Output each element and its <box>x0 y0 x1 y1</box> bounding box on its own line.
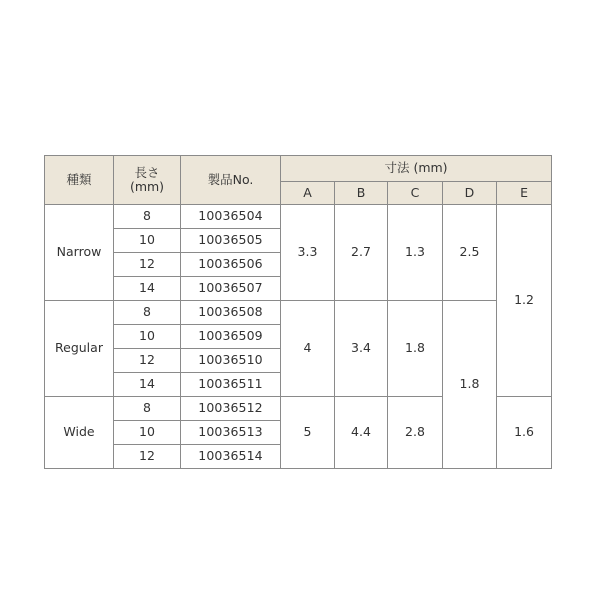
header-col-e: E <box>497 182 552 205</box>
header-length-unit: (mm) <box>129 179 165 194</box>
header-type: 種類 <box>45 156 114 205</box>
dim-c-regular: 1.8 <box>388 301 443 397</box>
dim-c-wide: 2.8 <box>388 397 443 469</box>
header-col-c: C <box>388 182 443 205</box>
type-cell-regular: Regular <box>45 301 114 397</box>
product-no-cell: 10036505 <box>181 229 281 253</box>
length-cell: 8 <box>114 397 181 421</box>
length-cell: 12 <box>114 349 181 373</box>
product-no-cell: 10036514 <box>181 445 281 469</box>
dim-a-regular: 4 <box>281 301 335 397</box>
length-cell: 10 <box>114 325 181 349</box>
dim-a-wide: 5 <box>281 397 335 469</box>
length-cell: 14 <box>114 373 181 397</box>
table-row <box>45 205 552 229</box>
length-cell: 8 <box>114 205 181 229</box>
table-row <box>45 301 552 325</box>
header-product-no: 製品No. <box>181 156 281 205</box>
header-length-label: 長さ <box>134 164 160 180</box>
header-col-a: A <box>281 182 335 205</box>
dim-e-wide: 1.6 <box>497 397 552 469</box>
dim-e-narrow-regular: 1.2 <box>497 205 552 397</box>
product-no-cell: 10036511 <box>181 373 281 397</box>
header-col-d: D <box>443 182 497 205</box>
product-no-cell: 10036508 <box>181 301 281 325</box>
dim-b-narrow: 2.7 <box>335 205 388 301</box>
dim-a-narrow: 3.3 <box>281 205 335 301</box>
header-dimensions: 寸法 (mm) <box>281 156 552 182</box>
dim-b-wide: 4.4 <box>335 397 388 469</box>
length-cell: 12 <box>114 445 181 469</box>
product-no-cell: 10036504 <box>181 205 281 229</box>
dim-d-regular-wide: 1.8 <box>443 301 497 469</box>
spec-table <box>44 155 552 469</box>
product-no-cell: 10036512 <box>181 397 281 421</box>
dim-b-regular: 3.4 <box>335 301 388 397</box>
type-cell-narrow: Narrow <box>45 205 114 301</box>
product-no-cell: 10036510 <box>181 349 281 373</box>
length-cell: 14 <box>114 277 181 301</box>
length-cell: 12 <box>114 253 181 277</box>
header-col-b: B <box>335 182 388 205</box>
length-cell: 10 <box>114 421 181 445</box>
dim-d-narrow: 2.5 <box>443 205 497 301</box>
product-no-cell: 10036509 <box>181 325 281 349</box>
product-no-cell: 10036507 <box>181 277 281 301</box>
type-cell-wide: Wide <box>45 397 114 469</box>
length-cell: 10 <box>114 229 181 253</box>
product-no-cell: 10036506 <box>181 253 281 277</box>
header-length <box>114 156 181 205</box>
product-no-cell: 10036513 <box>181 421 281 445</box>
dim-c-narrow: 1.3 <box>388 205 443 301</box>
length-cell: 8 <box>114 301 181 325</box>
